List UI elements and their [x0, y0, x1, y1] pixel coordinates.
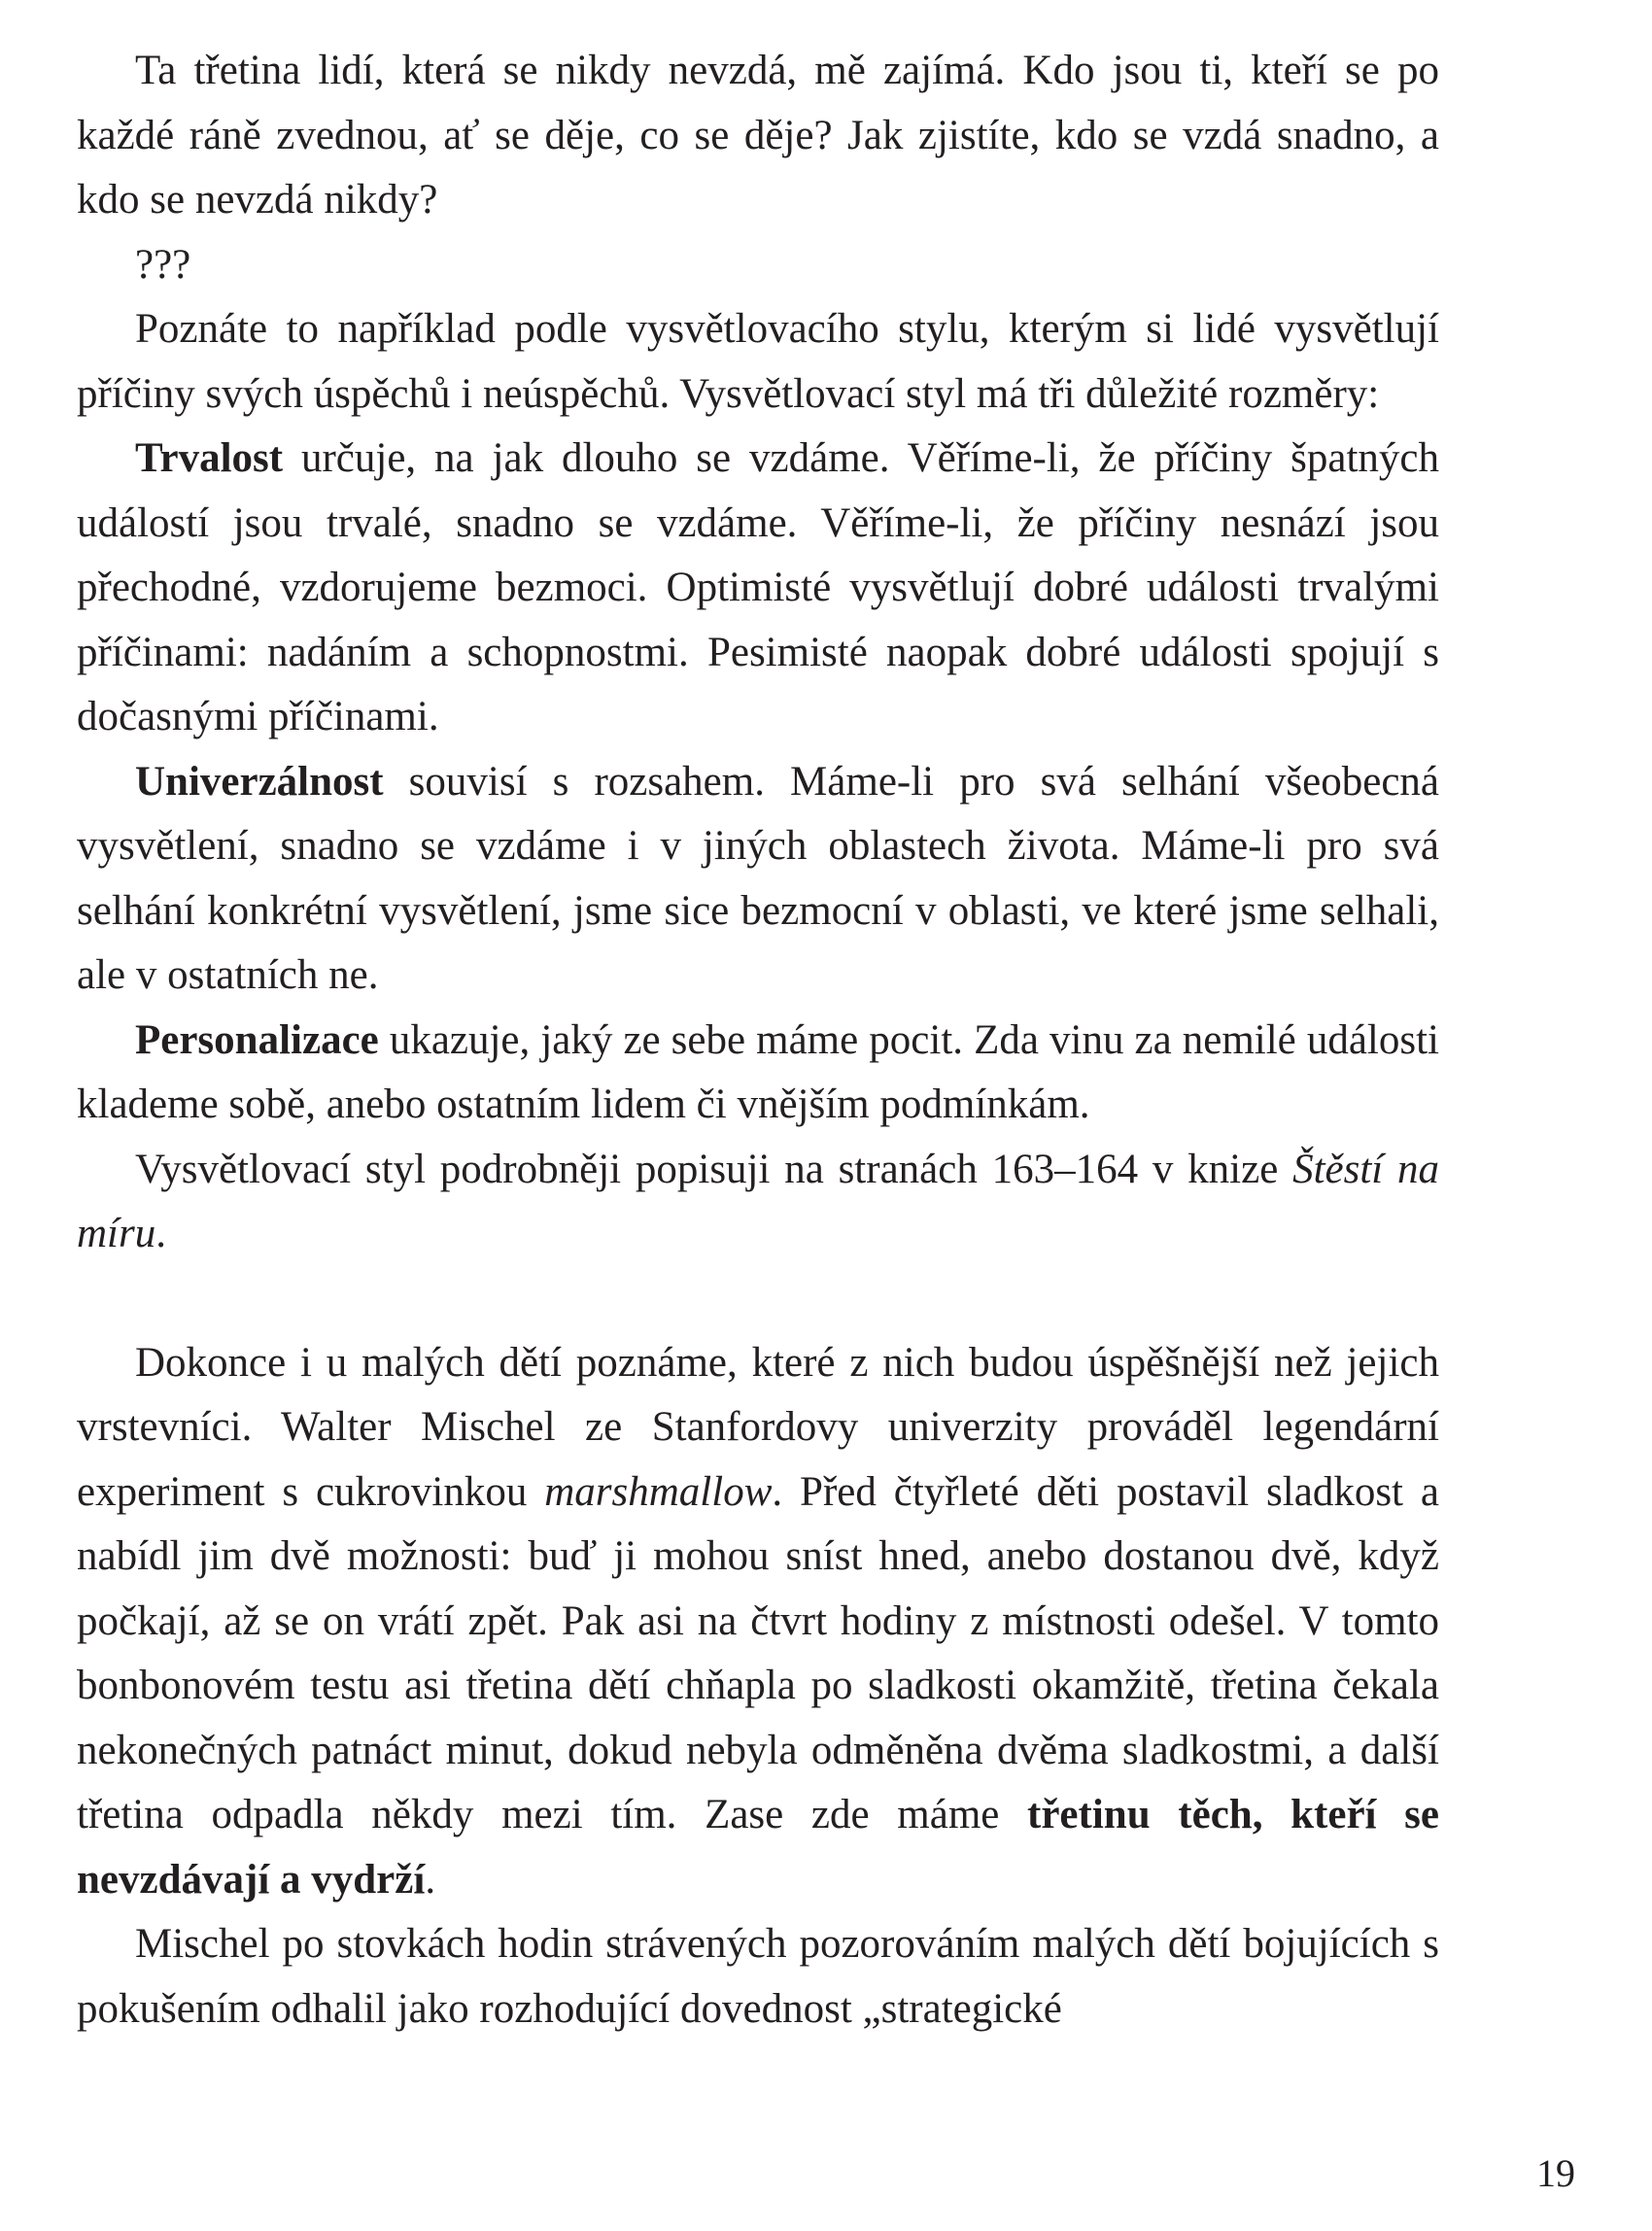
term-permanence: Trvalost	[135, 435, 284, 481]
paragraph-personalization	[77, 1009, 1439, 1138]
book-reference-end: .	[155, 1211, 166, 1256]
paragraph-mischel: Mischel po stovkách hodin strávených pozorováním malých dětí bojujících s pokušením odhalil jako rozhodující dovednost „strategické	[77, 1921, 1439, 2032]
marshmallow-end: .	[425, 1856, 436, 1903]
emphasis-persistent-third: třetinu těch, kteří se nevzdávají a vydrží	[77, 1792, 1439, 1903]
paragraph-book-reference	[77, 1138, 1439, 1267]
term-pervasiveness: Univerzálnost	[135, 758, 384, 805]
section-gap	[77, 1267, 1439, 1331]
marshmallow-text-a: Dokonce i u malých dětí poznáme, které z nich budou úspěšnější než jejich vrstevníci. Walter Mischel ze Stanfordovy univerzity prováděl legendární experiment s cukrovinkou	[77, 1339, 1439, 1515]
permanence-text: určuje, na jak dlouho se vzdáme. Věříme-li, že příčiny špatných událostí jsou trvalé, snadno se vzdáme. Věříme-li, že příčiny nesnází jsou přechodné, vzdorujeme bezmoci. Optimisté vysvětlují dobré události trvalými příčinami: nadáním a schopnostmi. Pesimisté naopak dobré události spojují s dočasnými příčinami.	[77, 435, 1439, 739]
paragraph-permanence	[77, 427, 1439, 750]
pervasiveness-text: souvisí s rozsahem. Máme-li pro svá selhání všeobecná vysvětlení, snadno se vzdáme i v jiných oblastech života. Máme-li pro svá selhání konkrétní vysvětlení, jsme sice bezmocní v oblasti, ve které jsme selhali, ale v ostatních ne.	[77, 758, 1439, 998]
book-reference-text: Vysvětlovací styl podrobněji popisuji na stranách 163–164 v knize	[135, 1146, 1293, 1192]
paragraph-explanatory-style: Poznáte to například podle vysvětlovacího stylu, kterým si lidé vysvětlují příčiny svých úspěchů i neúspěchů. Vysvětlovací styl má tři důležité rozměry:	[77, 306, 1439, 417]
paragraph-marshmallow	[77, 1331, 1439, 1913]
paragraph-pervasiveness	[77, 750, 1439, 1009]
term-marshmallow: marshmallow	[544, 1468, 773, 1515]
page-body	[77, 39, 1439, 2042]
page-number: 19	[1536, 2151, 1575, 2195]
book-title: Štěstí na míru	[77, 1146, 1439, 1256]
paragraph-question-marks: ???	[135, 241, 191, 288]
paragraph-intro: Ta třetina lidí, která se nikdy nevzdá, mě zajímá. Kdo jsou ti, kteří se po každé ráně zvednou, ať se děje, co se děje? Jak zjistíte, kdo se vzdá snadno, a kdo se nevzdá nikdy?	[77, 48, 1439, 223]
personalization-text: ukazuje, jaký ze sebe máme pocit. Zda vinu za nemilé události klademe sobě, anebo ostatním lidem či vnějším podmínkám.	[77, 1016, 1439, 1127]
marshmallow-text-b: . Před čtyřleté děti postavil sladkost a nabídl jim dvě možnosti: buď ji mohou sníst hned, anebo dostanou dvě, když počkají, až se on vrátí zpět. Pak asi na čtvrt hodiny z místnosti odešel. V tomto bonbonovém testu asi třetina dětí chňapla po sladkosti okamžitě, třetina čekala nekonečných patnáct minut, dokud nebyla odměněna dvěma sladkostmi, a další třetina odpadla někdy mezi tím. Zase zde máme	[77, 1468, 1439, 1837]
term-personalization: Personalizace	[135, 1016, 379, 1063]
